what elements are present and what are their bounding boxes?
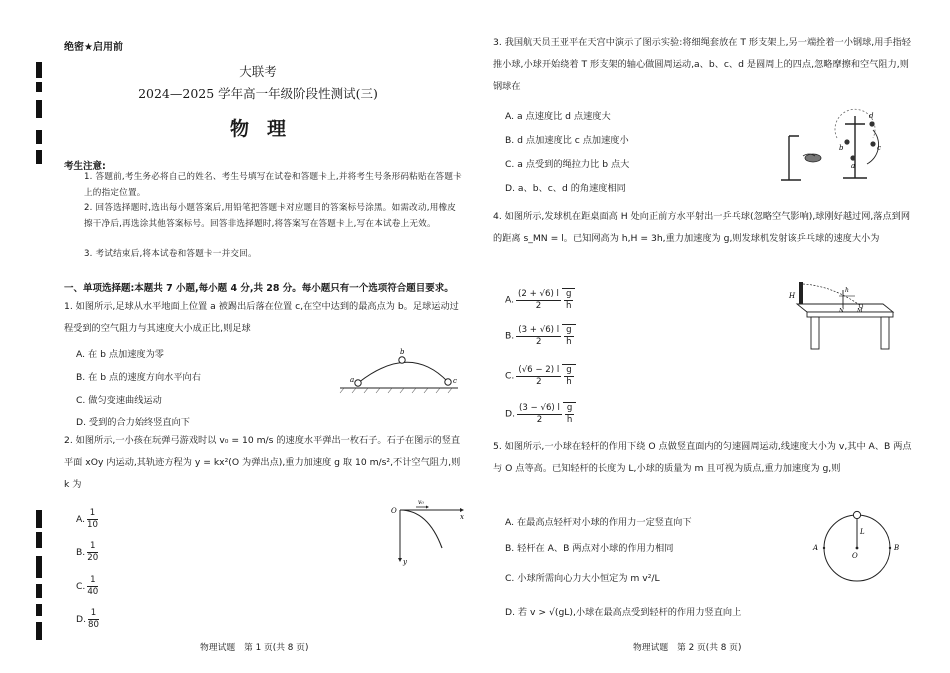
q3-option-b: B. d 点加速度比 c 点加速度小 bbox=[505, 135, 629, 146]
q3-option-c: C. a 点受到的绳拉力比 b 点大 bbox=[505, 159, 630, 170]
q3-option-a: A. a 点速度比 d 点速度大 bbox=[505, 111, 611, 122]
q4-option-b: B. $\frac{(3 + √6) l}{2}$ $\frac{g}{h}$ bbox=[505, 324, 576, 348]
q5-option-c: C. 小球所需向心力大小恒定为 m v²/L bbox=[505, 573, 660, 584]
notice-title: 考生注意: bbox=[64, 161, 106, 172]
q4-figure bbox=[789, 278, 899, 352]
q2-option-a: A. $\frac{1}{10}$ bbox=[76, 508, 98, 530]
q4-option-d: D. $\frac{(3 - √6) l}{2}$ $\frac{g}{h}$ bbox=[505, 402, 576, 426]
q1-option-b: B. 在 b 点的速度方向水平向右 bbox=[76, 372, 201, 383]
q1-option-c: C. 做匀变速曲线运动 bbox=[76, 395, 162, 406]
q2-label-o: O bbox=[391, 507, 397, 515]
q1-label-a: a bbox=[350, 376, 355, 384]
q4-label-h-big: H bbox=[789, 292, 796, 300]
q1-figure bbox=[340, 346, 460, 394]
q1-stem: 1. 如图所示,足球从水平地面上位置 a 被踢出后落在位置 c,在空中达到的最高点为 b。足球运动过程受到的空气阻力与其速度大小成正比,则足球 bbox=[64, 301, 459, 334]
q1-label-c: c bbox=[453, 377, 457, 385]
page-2 bbox=[493, 0, 923, 673]
q3-figure bbox=[779, 110, 889, 186]
q4-stem: 4. 如图所示,发球机在距桌面高 H 处向正前方水平射出一乒乓球(忽略空气影响),球刚好越过网,落点到网的距离 s_MN = l。已知网高为 h,H = 3h,重力加速度为 g,则发球机发射该乒乓球的速度大小为 bbox=[493, 211, 911, 244]
q3-label-b: b bbox=[839, 144, 844, 152]
q4-option-c: C. $\frac{(√6 - 2) l}{2}$ $\frac{g}{h}$ bbox=[505, 364, 576, 388]
q5-label-a: A bbox=[813, 544, 819, 552]
q5-label-o: O bbox=[852, 552, 858, 560]
notice-item-3: 3. 考试结束后,将本试卷和答题卡一并交回。 bbox=[84, 249, 257, 259]
q2-figure bbox=[391, 499, 466, 566]
q4-label-m: M bbox=[857, 308, 863, 314]
section-title: 一、单项选择题:本题共 7 小题,每小题 4 分,共 28 分。每小题只有一个选项符合题目要求。 bbox=[64, 283, 454, 294]
q2-label-y: y bbox=[403, 558, 407, 566]
subject-title: 物理 bbox=[229, 118, 304, 140]
q3-label-a: a bbox=[851, 162, 856, 170]
footer-page-1: 物理试题 第 1 页(共 8 页) bbox=[200, 643, 309, 653]
q3-option-d: D. a、b、c、d 的角速度相同 bbox=[505, 183, 626, 194]
secret-mark: 绝密★启用前 bbox=[64, 42, 123, 53]
q2-stem: 2. 如图所示,一小孩在玩弹弓游戏时以 v₀ = 10 m/s 的速度水平弹出一枚石子。石子在图示的竖直平面 xOy 内运动,其轨迹方程为 y = kx²(O 为弹出点),重力加速度 g 取 10 m/s²,不计空气阻力,则 k 为 bbox=[64, 435, 461, 490]
q2-label-v0: v₀ bbox=[418, 499, 424, 506]
q4-label-n: N bbox=[839, 308, 844, 314]
page-1 bbox=[58, 0, 468, 673]
q5-label-b: B bbox=[894, 544, 900, 552]
binding-marks bbox=[36, 0, 46, 673]
footer-page-2: 物理试题 第 2 页(共 8 页) bbox=[633, 643, 742, 653]
q5-option-b: B. 轻杆在 A、B 两点对小球的作用力相同 bbox=[505, 543, 674, 554]
exam-org: 大联考 bbox=[239, 64, 277, 79]
q2-option-c: C. $\frac{1}{40}$ bbox=[76, 575, 99, 597]
q3-label-c: c bbox=[877, 144, 881, 152]
notice-item-1: 1. 答题前,考生务必将自己的姓名、考生号填写在试卷和答题卡上,并将考生号条形码粘贴在答题卡上的指定位置。 bbox=[84, 172, 462, 198]
q5-figure bbox=[813, 510, 901, 590]
q2-label-x: x bbox=[460, 513, 464, 521]
q2-option-d: D. $\frac{1}{80}$ bbox=[76, 608, 99, 630]
q4-option-a: A. $\frac{(2 + √6) l}{2}$ $\frac{g}{h}$ bbox=[505, 288, 575, 312]
exam-title: 2024—2025 学年高一年级阶段性测试(三) bbox=[138, 86, 378, 101]
q1-option-d: D. 受到的合力始终竖直向下 bbox=[76, 417, 190, 428]
q3-stem: 3. 我国航天员王亚平在天宫中演示了图示实验:将细绳套放在 T 形支架上,另一端拴着一小钢球,用手指轻推小球,小球开始绕着 T 形支架的轴心做圆周运动,a、b、c、d 是圆周上的四点,忽略摩擦和空气阻力,则钢球在 bbox=[493, 37, 911, 92]
q1-option-a: A. 在 b 点加速度为零 bbox=[76, 349, 164, 360]
q5-stem: 5. 如图所示,一小球在轻杆的作用下绕 O 点做竖直面内的匀速圆周运动,线速度大小为 v,其中 A、B 两点与 O 点等高。已知轻杆的长度为 L,小球的质量为 m 且可视为质点,重力加速度为 g,则 bbox=[493, 441, 912, 474]
q5-option-a: A. 在最高点轻杆对小球的作用力一定竖直向下 bbox=[505, 517, 692, 528]
q2-option-b: B. $\frac{1}{20}$ bbox=[76, 541, 99, 563]
q1-label-b: b bbox=[400, 348, 405, 356]
notice-item-2: 2. 回答选择题时,选出每小题答案后,用铅笔把答题卡对应题目的答案标号涂黑。如需改动,用橡皮擦干净后,再选涂其他答案标号。回答非选择题时,将答案写在答题卡上,写在本试卷上无效。 bbox=[84, 203, 457, 229]
q5-label-l: L bbox=[860, 528, 865, 536]
q3-label-d: d bbox=[869, 112, 874, 120]
q4-label-h: h bbox=[845, 287, 849, 294]
q5-option-d: D. 若 v > √(gL),小球在最高点受到轻杆的作用力竖直向上 bbox=[505, 607, 742, 618]
